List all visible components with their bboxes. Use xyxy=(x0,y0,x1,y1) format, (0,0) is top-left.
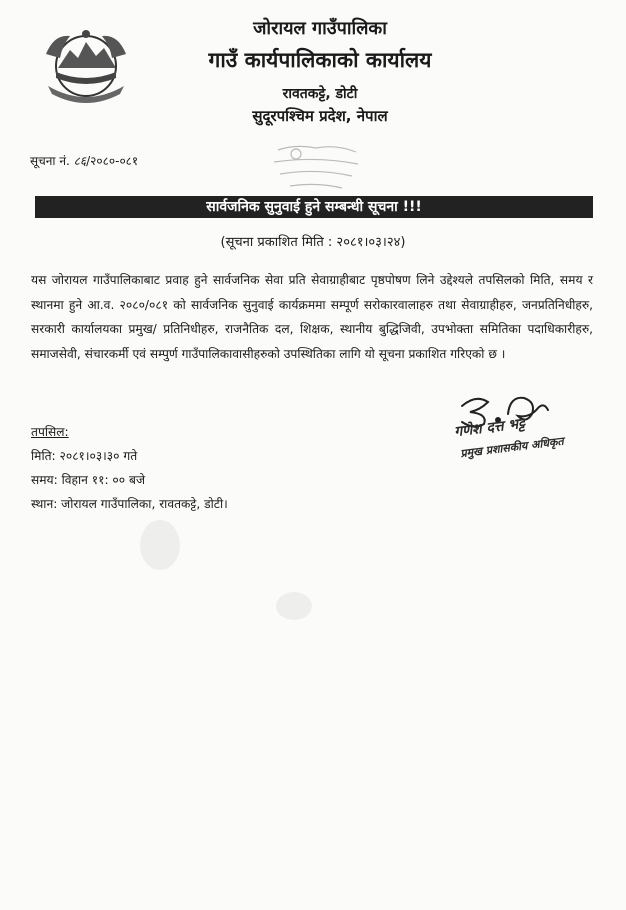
reference-year: /२०८०-०८१ xyxy=(86,154,139,168)
details-title: तपसिल: xyxy=(31,425,69,439)
province-name: सुदूरपश्चिम प्रदेश, नेपाल xyxy=(252,107,388,125)
government-emblem-icon xyxy=(40,24,132,104)
office-address: रावतकट्टे, डोटी xyxy=(282,86,358,102)
details-time: समय: विहान ११: ०० बजे xyxy=(31,473,145,487)
details-date: मिति: २०८१।०३।३० गते xyxy=(31,449,138,463)
notice-body: यस जोरायल गाउँपालिकाबाट प्रवाह हुने सार्वजनिक सेवा प्रति सेवाग्राहीबाट पृष्ठपोषण लिने उद्देश्यले तपसिलको मिति, समय र स्थानमा हुने आ.व. २०८०/०८१ को सार्वजनिक सुनुवाई कार्यक्रममा सम्पूर्ण सरोकारवालाहरु तथा सेवाग्राहीहरु, जनप्रतिनिधीहरु, सरकारी कार्यालयका प्रमुख/ प्रतिनिधीहरु, राजनैतिक दल, शिक्षक, स्थानीय बुद्धिजिवी, उपभोक्ता समितिका पदाधिकारीहरु, समाजसेवी, संचारकर्मी एवं सम्पुर्ण गाउँपालिकावासीहरुको उपस्थितिका लागि यो सूचना प्रकाशित गरिएको छ । xyxy=(31,273,593,361)
details-place: स्थान: जोरायल गाउँपालिका, रावतकट्टे, डोटी। xyxy=(31,497,228,511)
notice-title-banner: सार्वजनिक सुनुवाई हुने सम्बन्धी सूचना !!! xyxy=(35,196,593,218)
published-date: (सूचना प्रकाशित मिति : २०८१।०३।२४) xyxy=(220,235,406,250)
details-section xyxy=(31,420,228,516)
reference-handwritten-number: ८६ xyxy=(73,154,87,168)
faded-stamp-icon xyxy=(266,140,366,196)
signatory-role: प्रमुख प्रशासकीय अधिकृत xyxy=(459,434,565,461)
reference-label: सूचना नं. xyxy=(30,154,70,168)
reference-number xyxy=(30,152,138,169)
municipality-name: जोरायल गाउँपालिका xyxy=(253,18,387,39)
office-name: गाउँ कार्यपालिकाको कार्यालय xyxy=(208,48,432,72)
signatory-name: गणेश दत्त भट्ट xyxy=(453,415,526,441)
paper-smudge xyxy=(276,592,312,620)
paper-smudge xyxy=(140,520,180,570)
